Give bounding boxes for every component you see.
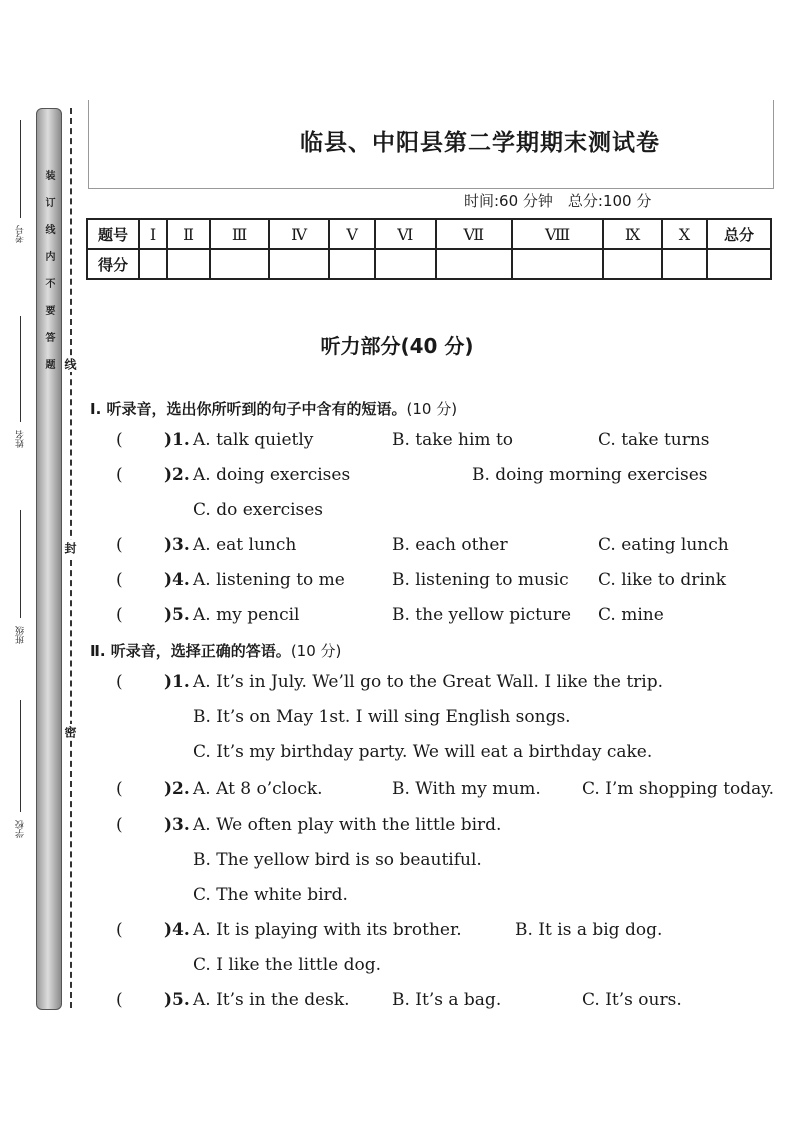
question-number: )1. xyxy=(164,672,190,692)
part2-heading xyxy=(90,640,341,661)
option-b: B. It is a big dog. xyxy=(515,920,663,940)
field-label-exam-number: 考号 xyxy=(16,225,26,243)
score-cell xyxy=(603,249,662,279)
score-cell xyxy=(210,249,269,279)
answer-bracket: ( xyxy=(116,815,123,835)
time-info: 时间:60 分钟 总分:100 分 xyxy=(464,192,652,210)
part2-question-3-c xyxy=(0,885,794,909)
score-cell xyxy=(375,249,436,279)
part1-question-2 xyxy=(0,465,794,489)
answer-bracket: ( xyxy=(116,430,123,450)
answer-bracket: ( xyxy=(116,465,123,485)
score-col-9: Ⅸ xyxy=(603,219,662,249)
part2-points: (10 分) xyxy=(290,642,342,660)
score-cell xyxy=(512,249,603,279)
answer-bracket: ( xyxy=(116,570,123,590)
option-b: B. With my mum. xyxy=(392,779,541,799)
answer-bracket: ( xyxy=(116,672,123,692)
score-col-3: Ⅲ xyxy=(210,219,269,249)
score-table-header-row xyxy=(87,219,771,249)
part2-question-3-b xyxy=(0,850,794,874)
score-cell xyxy=(269,249,329,279)
part1-heading-text: Ⅰ. 听录音，选出你所听到的句子中含有的短语。 xyxy=(90,400,407,418)
question-number: )2. xyxy=(164,465,190,485)
score-col-2: Ⅱ xyxy=(167,219,210,249)
score-cell xyxy=(707,249,771,279)
option-b: B. The yellow bird is so beautiful. xyxy=(193,850,482,870)
option-b: B. take him to xyxy=(392,430,514,450)
part2-question-3 xyxy=(0,815,794,839)
option-b: B. doing morning exercises xyxy=(472,465,708,485)
score-cell xyxy=(139,249,167,279)
section-title: 听力部分(40 分) xyxy=(320,334,474,358)
question-number: )3. xyxy=(164,815,190,835)
question-number: )2. xyxy=(164,779,190,799)
part1-points: (10 分) xyxy=(406,400,458,418)
option-c: C. like to drink xyxy=(598,570,727,590)
option-c: C. eating lunch xyxy=(598,535,729,555)
part2-question-1 xyxy=(0,672,794,696)
part2-question-2 xyxy=(0,779,794,803)
part2-question-5 xyxy=(0,990,794,1014)
part1-question-5 xyxy=(0,605,794,629)
part2-question-4 xyxy=(0,920,794,944)
answer-bracket: ( xyxy=(116,535,123,555)
score-col-total: 总分 xyxy=(707,219,771,249)
part1-question-4 xyxy=(0,570,794,594)
part1-question-1 xyxy=(0,430,794,454)
question-number: )5. xyxy=(164,605,190,625)
part2-question-1-b xyxy=(0,707,794,731)
score-table-row1-label: 题号 xyxy=(87,219,139,249)
field-label-class: 班级 xyxy=(16,626,26,644)
option-b: B. listening to music xyxy=(392,570,569,590)
part2-question-4-c xyxy=(0,955,794,979)
option-c: C. take turns xyxy=(598,430,710,450)
score-col-4: Ⅳ xyxy=(269,219,329,249)
field-label-school: 学校 xyxy=(16,820,26,838)
score-col-10: Ⅹ xyxy=(662,219,707,249)
question-number: )1. xyxy=(164,430,190,450)
option-b: B. each other xyxy=(392,535,508,555)
score-col-5: Ⅴ xyxy=(329,219,375,249)
score-table xyxy=(86,218,772,280)
score-table-score-row xyxy=(87,249,771,279)
option-a: A. my pencil xyxy=(193,605,300,625)
answer-bracket: ( xyxy=(116,990,123,1010)
binding-strip-text: 装订线内不要答题 xyxy=(43,170,54,386)
question-number: )5. xyxy=(164,990,190,1010)
option-b: B. It’s on May 1st. I will sing English songs. xyxy=(193,707,571,727)
part2-question-1-c xyxy=(0,742,794,766)
option-c: C. It’s my birthday party. We will eat a birthday cake. xyxy=(193,742,653,762)
option-c: C. The white bird. xyxy=(193,885,348,905)
option-a: A. It’s in the desk. xyxy=(193,990,350,1010)
part1-heading xyxy=(90,398,457,419)
score-col-1: Ⅰ xyxy=(139,219,167,249)
option-c: C. mine xyxy=(598,605,664,625)
score-table-row2-label: 得分 xyxy=(87,249,139,279)
field-line-exam-number xyxy=(20,120,21,218)
option-a: A. eat lunch xyxy=(193,535,297,555)
score-cell xyxy=(167,249,210,279)
option-b: B. It’s a bag. xyxy=(392,990,502,1010)
cut-label-mi: 密 xyxy=(63,726,77,738)
part1-question-2-cont xyxy=(0,500,794,524)
score-cell xyxy=(662,249,707,279)
cut-label-xian: 线 xyxy=(63,358,77,370)
option-a: A. talk quietly xyxy=(193,430,314,450)
answer-bracket: ( xyxy=(116,779,123,799)
option-c: C. I like the little dog. xyxy=(193,955,382,975)
option-c: C. It’s ours. xyxy=(582,990,682,1010)
question-number: )4. xyxy=(164,570,190,590)
field-label-name: 姓名 xyxy=(16,430,26,448)
option-a: A. We often play with the little bird. xyxy=(193,815,502,835)
score-col-7: Ⅶ xyxy=(436,219,512,249)
option-c: C. do exercises xyxy=(193,500,324,520)
option-c: C. I’m shopping today. xyxy=(582,779,775,799)
answer-bracket: ( xyxy=(116,605,123,625)
question-number: )3. xyxy=(164,535,190,555)
option-a: A. It is playing with its brother. xyxy=(193,920,462,940)
option-a: A. doing exercises xyxy=(193,465,351,485)
score-col-8: Ⅷ xyxy=(512,219,603,249)
part1-question-3 xyxy=(0,535,794,559)
question-number: )4. xyxy=(164,920,190,940)
cut-label-feng: 封 xyxy=(63,542,77,554)
option-a: A. listening to me xyxy=(193,570,345,590)
field-line-class xyxy=(20,510,21,618)
option-a: A. It’s in July. We’ll go to the Great Wall. I like the trip. xyxy=(193,672,664,692)
part2-heading-text: Ⅱ. 听录音，选择正确的答语。 xyxy=(90,642,291,660)
page-title: 临县、中阳县第二学期期末测试卷 xyxy=(300,130,660,156)
option-b: B. the yellow picture xyxy=(392,605,572,625)
score-cell xyxy=(329,249,375,279)
option-a: A. At 8 o’clock. xyxy=(193,779,323,799)
answer-bracket: ( xyxy=(116,920,123,940)
score-col-6: Ⅵ xyxy=(375,219,436,249)
score-cell xyxy=(436,249,512,279)
